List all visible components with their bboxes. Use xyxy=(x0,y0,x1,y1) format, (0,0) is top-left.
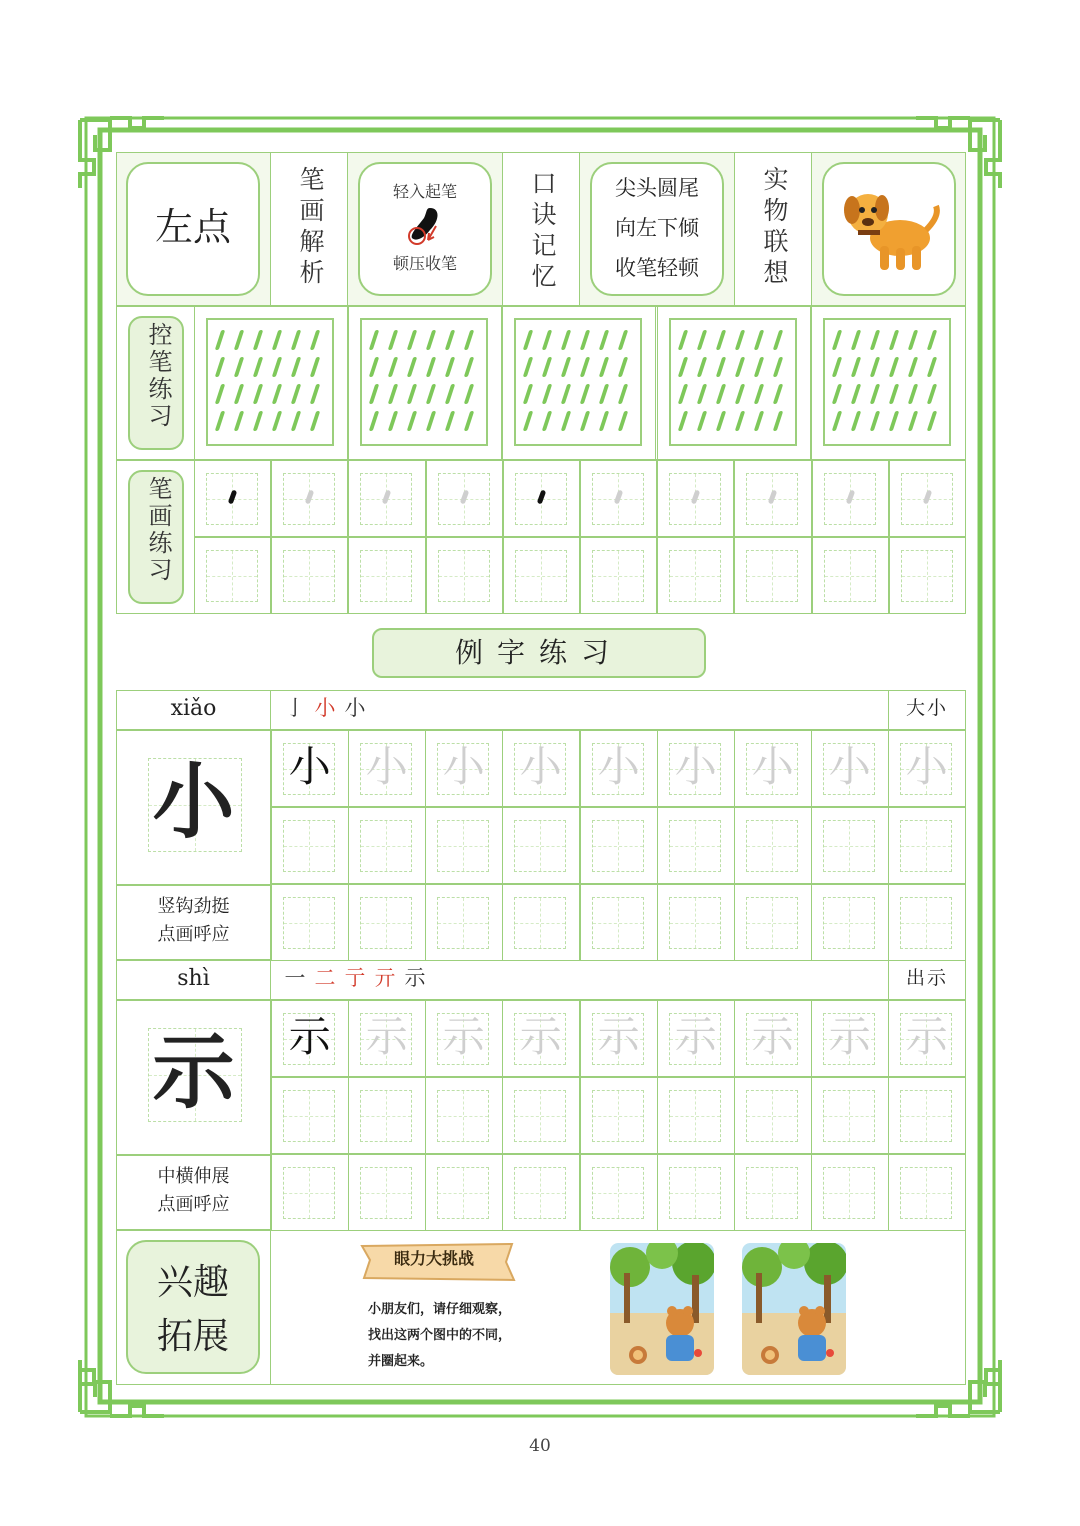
pen-control-stroke xyxy=(927,411,937,431)
pen-control-stroke xyxy=(215,384,225,404)
pen-control-stroke xyxy=(735,384,745,404)
tian-grid xyxy=(824,550,876,602)
tian-grid xyxy=(437,820,489,872)
pen-control-stroke xyxy=(754,384,764,404)
pinyin: xiǎo xyxy=(170,696,217,721)
pen-control-stroke xyxy=(697,384,707,404)
pen-control-stroke xyxy=(889,384,899,404)
pen-control-stroke xyxy=(716,357,726,377)
bear-garden-icon[interactable] xyxy=(610,1243,714,1375)
pen-control-stroke xyxy=(889,330,899,350)
stroke-order-step: 亍 xyxy=(344,966,366,990)
trace-char: 小 xyxy=(674,742,717,791)
writing-tip: 点画呼应 xyxy=(157,924,230,945)
tian-grid xyxy=(900,820,952,872)
dog-icon xyxy=(838,180,942,276)
pen-control-stroke xyxy=(870,330,880,350)
pen-control-stroke xyxy=(580,411,590,431)
tian-grid xyxy=(592,1167,644,1219)
pen-control-stroke xyxy=(927,357,937,377)
pen-control-stroke xyxy=(310,411,320,431)
pen-control-stroke xyxy=(908,384,918,404)
pen-control-stroke xyxy=(542,357,552,377)
tian-grid xyxy=(515,550,567,602)
pen-control-stroke xyxy=(310,357,320,377)
pen-control-stroke xyxy=(561,384,571,404)
tian-grid xyxy=(746,1090,798,1142)
example-word: 出示 xyxy=(905,967,948,989)
fun-badge: 眼力大挑战 xyxy=(393,1249,474,1268)
trace-char: 小 xyxy=(828,742,871,791)
pen-control-stroke xyxy=(618,357,628,377)
pen-control-stroke xyxy=(542,411,552,431)
association-label: 实物联想 xyxy=(760,166,789,290)
pen-control-stroke xyxy=(697,411,707,431)
pen-control-stroke xyxy=(215,330,225,350)
tian-grid xyxy=(283,1167,335,1219)
example-title: 例字练习 xyxy=(454,636,623,669)
pen-control-stroke xyxy=(388,330,398,350)
mnemonic-line-3: 收笔轻顿 xyxy=(615,256,699,280)
writing-tip: 中横伸展 xyxy=(157,1166,230,1187)
stroke-order-step: 亅 xyxy=(284,696,306,720)
stroke-order-step: 小 xyxy=(344,696,366,720)
trace-char: 小 xyxy=(365,742,408,791)
tian-grid xyxy=(592,1090,644,1142)
tian-grid xyxy=(360,1090,412,1142)
pen-control-stroke xyxy=(369,330,379,350)
pen-control-stroke xyxy=(464,384,474,404)
stroke-order-step: 小 xyxy=(314,696,336,720)
tian-grid xyxy=(592,820,644,872)
pen-control-stroke xyxy=(426,411,436,431)
pen-control-stroke xyxy=(599,330,609,350)
tian-grid xyxy=(823,820,875,872)
pen-control-stroke xyxy=(908,357,918,377)
tian-grid xyxy=(900,1167,952,1219)
pen-control-label: 控笔练习 xyxy=(144,322,172,430)
pen-control-stroke xyxy=(369,357,379,377)
trace-char: 示 xyxy=(519,1012,562,1061)
pen-control-stroke xyxy=(889,357,899,377)
pen-control-stroke xyxy=(253,330,263,350)
tian-grid xyxy=(360,1167,412,1219)
trace-char: 小 xyxy=(442,742,485,791)
tian-grid xyxy=(746,897,798,949)
dot-stroke-diagram-icon xyxy=(400,204,450,250)
pen-control-stroke xyxy=(234,384,244,404)
writing-tip: 竖钩劲挺 xyxy=(157,896,230,917)
pen-control-stroke xyxy=(215,357,225,377)
tian-grid xyxy=(900,1090,952,1142)
trace-char: 小 xyxy=(519,742,562,791)
pen-control-stroke xyxy=(523,384,533,404)
pen-control-stroke xyxy=(542,330,552,350)
pen-control-stroke xyxy=(407,411,417,431)
pen-control-stroke xyxy=(927,330,937,350)
tian-grid xyxy=(746,1167,798,1219)
pen-control-stroke xyxy=(445,411,455,431)
pen-control-stroke xyxy=(851,384,861,404)
model-char-small: 小 xyxy=(288,742,331,791)
pen-control-stroke xyxy=(445,357,455,377)
pen-control-stroke xyxy=(735,330,745,350)
pen-control-stroke xyxy=(716,411,726,431)
pen-control-stroke xyxy=(697,357,707,377)
pen-control-stroke xyxy=(580,384,590,404)
pen-control-box[interactable] xyxy=(360,318,488,446)
bear-garden-icon[interactable] xyxy=(742,1243,846,1375)
trace-char: 示 xyxy=(597,1012,640,1061)
pen-control-stroke xyxy=(253,357,263,377)
pen-control-box[interactable] xyxy=(823,318,951,446)
pen-control-stroke xyxy=(599,357,609,377)
pen-control-stroke xyxy=(773,384,783,404)
trace-char: 示 xyxy=(828,1012,871,1061)
tian-grid xyxy=(438,550,490,602)
pen-control-box[interactable] xyxy=(669,318,797,446)
pen-control-stroke xyxy=(426,384,436,404)
trace-char: 示 xyxy=(365,1012,408,1061)
pen-control-stroke xyxy=(272,411,282,431)
pen-control-stroke xyxy=(735,357,745,377)
pen-control-stroke xyxy=(388,411,398,431)
pen-control-stroke xyxy=(678,384,688,404)
tian-grid xyxy=(206,550,258,602)
pen-control-stroke xyxy=(234,330,244,350)
pen-control-stroke xyxy=(716,330,726,350)
model-char: 小 xyxy=(152,755,235,850)
tian-grid xyxy=(746,820,798,872)
pen-control-stroke xyxy=(678,357,688,377)
pen-control-stroke xyxy=(369,384,379,404)
pen-control-stroke xyxy=(599,411,609,431)
stroke-name: 左点 xyxy=(154,205,231,249)
pen-control-stroke xyxy=(561,357,571,377)
pen-control-stroke xyxy=(851,357,861,377)
pen-control-stroke xyxy=(291,384,301,404)
tian-grid xyxy=(823,897,875,949)
pen-control-stroke xyxy=(580,357,590,377)
tian-grid xyxy=(823,1167,875,1219)
tian-grid xyxy=(823,1090,875,1142)
tian-grid xyxy=(669,897,721,949)
page-number: 40 xyxy=(529,1436,551,1456)
pen-control-stroke xyxy=(754,411,764,431)
stroke-order-step: 示 xyxy=(404,966,426,990)
model-char: 示 xyxy=(152,1025,235,1120)
pen-control-stroke xyxy=(426,357,436,377)
pen-control-stroke xyxy=(234,357,244,377)
model-char-small: 示 xyxy=(288,1012,331,1061)
tian-grid xyxy=(669,1167,721,1219)
stroke-order-step: 二 xyxy=(314,966,336,990)
tian-grid xyxy=(901,550,953,602)
pen-control-stroke xyxy=(523,330,533,350)
example-word: 大小 xyxy=(905,697,948,719)
tian-grid xyxy=(669,1090,721,1142)
trace-char: 示 xyxy=(751,1012,794,1061)
tian-grid xyxy=(283,820,335,872)
pen-control-stroke xyxy=(832,411,842,431)
tian-grid xyxy=(592,897,644,949)
pen-control-stroke xyxy=(773,330,783,350)
pen-control-stroke xyxy=(908,411,918,431)
pen-control-stroke xyxy=(310,330,320,350)
pen-control-stroke xyxy=(291,330,301,350)
pen-control-stroke xyxy=(388,357,398,377)
pen-control-stroke xyxy=(291,357,301,377)
pen-control-stroke xyxy=(618,330,628,350)
pen-control-stroke xyxy=(908,330,918,350)
tian-grid xyxy=(283,897,335,949)
pen-control-stroke xyxy=(832,384,842,404)
pen-control-stroke xyxy=(870,411,880,431)
trace-char: 示 xyxy=(905,1012,948,1061)
pen-control-stroke xyxy=(754,330,764,350)
tian-grid xyxy=(514,1090,566,1142)
pen-control-stroke xyxy=(253,411,263,431)
pen-control-stroke xyxy=(407,330,417,350)
tian-grid xyxy=(360,820,412,872)
tian-grid xyxy=(514,1167,566,1219)
pen-control-stroke xyxy=(464,330,474,350)
pen-control-stroke xyxy=(716,384,726,404)
tian-grid xyxy=(437,897,489,949)
tian-grid xyxy=(437,1090,489,1142)
pen-control-stroke xyxy=(523,357,533,377)
pen-control-stroke xyxy=(773,411,783,431)
pen-control-stroke xyxy=(832,330,842,350)
tian-grid xyxy=(514,897,566,949)
fun-label: 兴趣拓展 xyxy=(156,1262,229,1357)
trace-char: 小 xyxy=(597,742,640,791)
mnemonic-label: 口诀记忆 xyxy=(528,170,557,294)
stroke-practice-label: 笔画练习 xyxy=(144,476,172,584)
analysis-label: 笔画解析 xyxy=(296,166,325,290)
pen-control-stroke xyxy=(407,384,417,404)
pen-control-stroke xyxy=(870,357,880,377)
mnemonic-line-2: 向左下倾 xyxy=(615,216,699,240)
pen-control-stroke xyxy=(561,330,571,350)
pen-control-stroke xyxy=(542,384,552,404)
pen-control-stroke xyxy=(464,411,474,431)
fun-line-2: 找出这两个图中的不同， xyxy=(368,1328,512,1343)
tian-grid xyxy=(669,550,721,602)
tian-grid xyxy=(283,550,335,602)
pen-control-stroke xyxy=(580,330,590,350)
pen-control-stroke xyxy=(272,330,282,350)
pen-control-stroke xyxy=(618,384,628,404)
pen-control-stroke xyxy=(291,411,301,431)
pen-control-stroke xyxy=(426,330,436,350)
pen-control-stroke xyxy=(445,330,455,350)
tian-grid xyxy=(669,820,721,872)
pen-control-stroke xyxy=(310,384,320,404)
tian-grid xyxy=(283,1090,335,1142)
pen-control-stroke xyxy=(369,411,379,431)
pen-control-stroke xyxy=(618,411,628,431)
fun-line-3: 并圈起来。 xyxy=(368,1354,434,1369)
mnemonic-line-1: 尖头圆尾 xyxy=(615,176,699,200)
pen-control-stroke xyxy=(851,411,861,431)
pen-control-stroke xyxy=(464,357,474,377)
tian-grid xyxy=(360,550,412,602)
pen-control-box[interactable] xyxy=(514,318,642,446)
pen-control-stroke xyxy=(407,357,417,377)
pen-control-stroke xyxy=(215,411,225,431)
trace-char: 小 xyxy=(751,742,794,791)
pen-control-stroke xyxy=(773,357,783,377)
trace-char: 示 xyxy=(674,1012,717,1061)
analysis-bottom-text: 顿压收笔 xyxy=(392,254,457,273)
pen-control-stroke xyxy=(697,330,707,350)
pen-control-stroke xyxy=(523,411,533,431)
stroke-order-step: 一 xyxy=(284,966,306,990)
pen-control-stroke xyxy=(388,384,398,404)
pen-control-stroke xyxy=(234,411,244,431)
writing-tip: 点画呼应 xyxy=(157,1194,230,1215)
pen-control-stroke xyxy=(927,384,937,404)
stroke-order-step: 亓 xyxy=(374,966,396,990)
tian-grid xyxy=(437,1167,489,1219)
pen-control-stroke xyxy=(735,411,745,431)
trace-char: 小 xyxy=(905,742,948,791)
pen-control-stroke xyxy=(272,357,282,377)
pen-control-stroke xyxy=(445,384,455,404)
pen-control-stroke xyxy=(678,330,688,350)
pen-control-stroke xyxy=(870,384,880,404)
pinyin: shì xyxy=(177,966,210,991)
tian-grid xyxy=(360,897,412,949)
pen-control-stroke xyxy=(272,384,282,404)
pen-control-stroke xyxy=(561,411,571,431)
tian-grid xyxy=(592,550,644,602)
tian-grid xyxy=(900,897,952,949)
analysis-top-text: 轻入起笔 xyxy=(392,182,457,201)
pen-control-stroke xyxy=(599,384,609,404)
tian-grid xyxy=(514,820,566,872)
fun-label-line-1 xyxy=(126,1256,260,1364)
trace-char: 示 xyxy=(442,1012,485,1061)
pen-control-stroke xyxy=(832,357,842,377)
pen-control-stroke xyxy=(678,411,688,431)
pen-control-stroke xyxy=(253,384,263,404)
pen-control-stroke xyxy=(754,357,764,377)
fun-line-1: 小朋友们，请仔细观察， xyxy=(368,1302,512,1317)
pen-control-box[interactable] xyxy=(206,318,334,446)
pen-control-stroke xyxy=(851,330,861,350)
pen-control-stroke xyxy=(889,411,899,431)
tian-grid xyxy=(746,550,798,602)
